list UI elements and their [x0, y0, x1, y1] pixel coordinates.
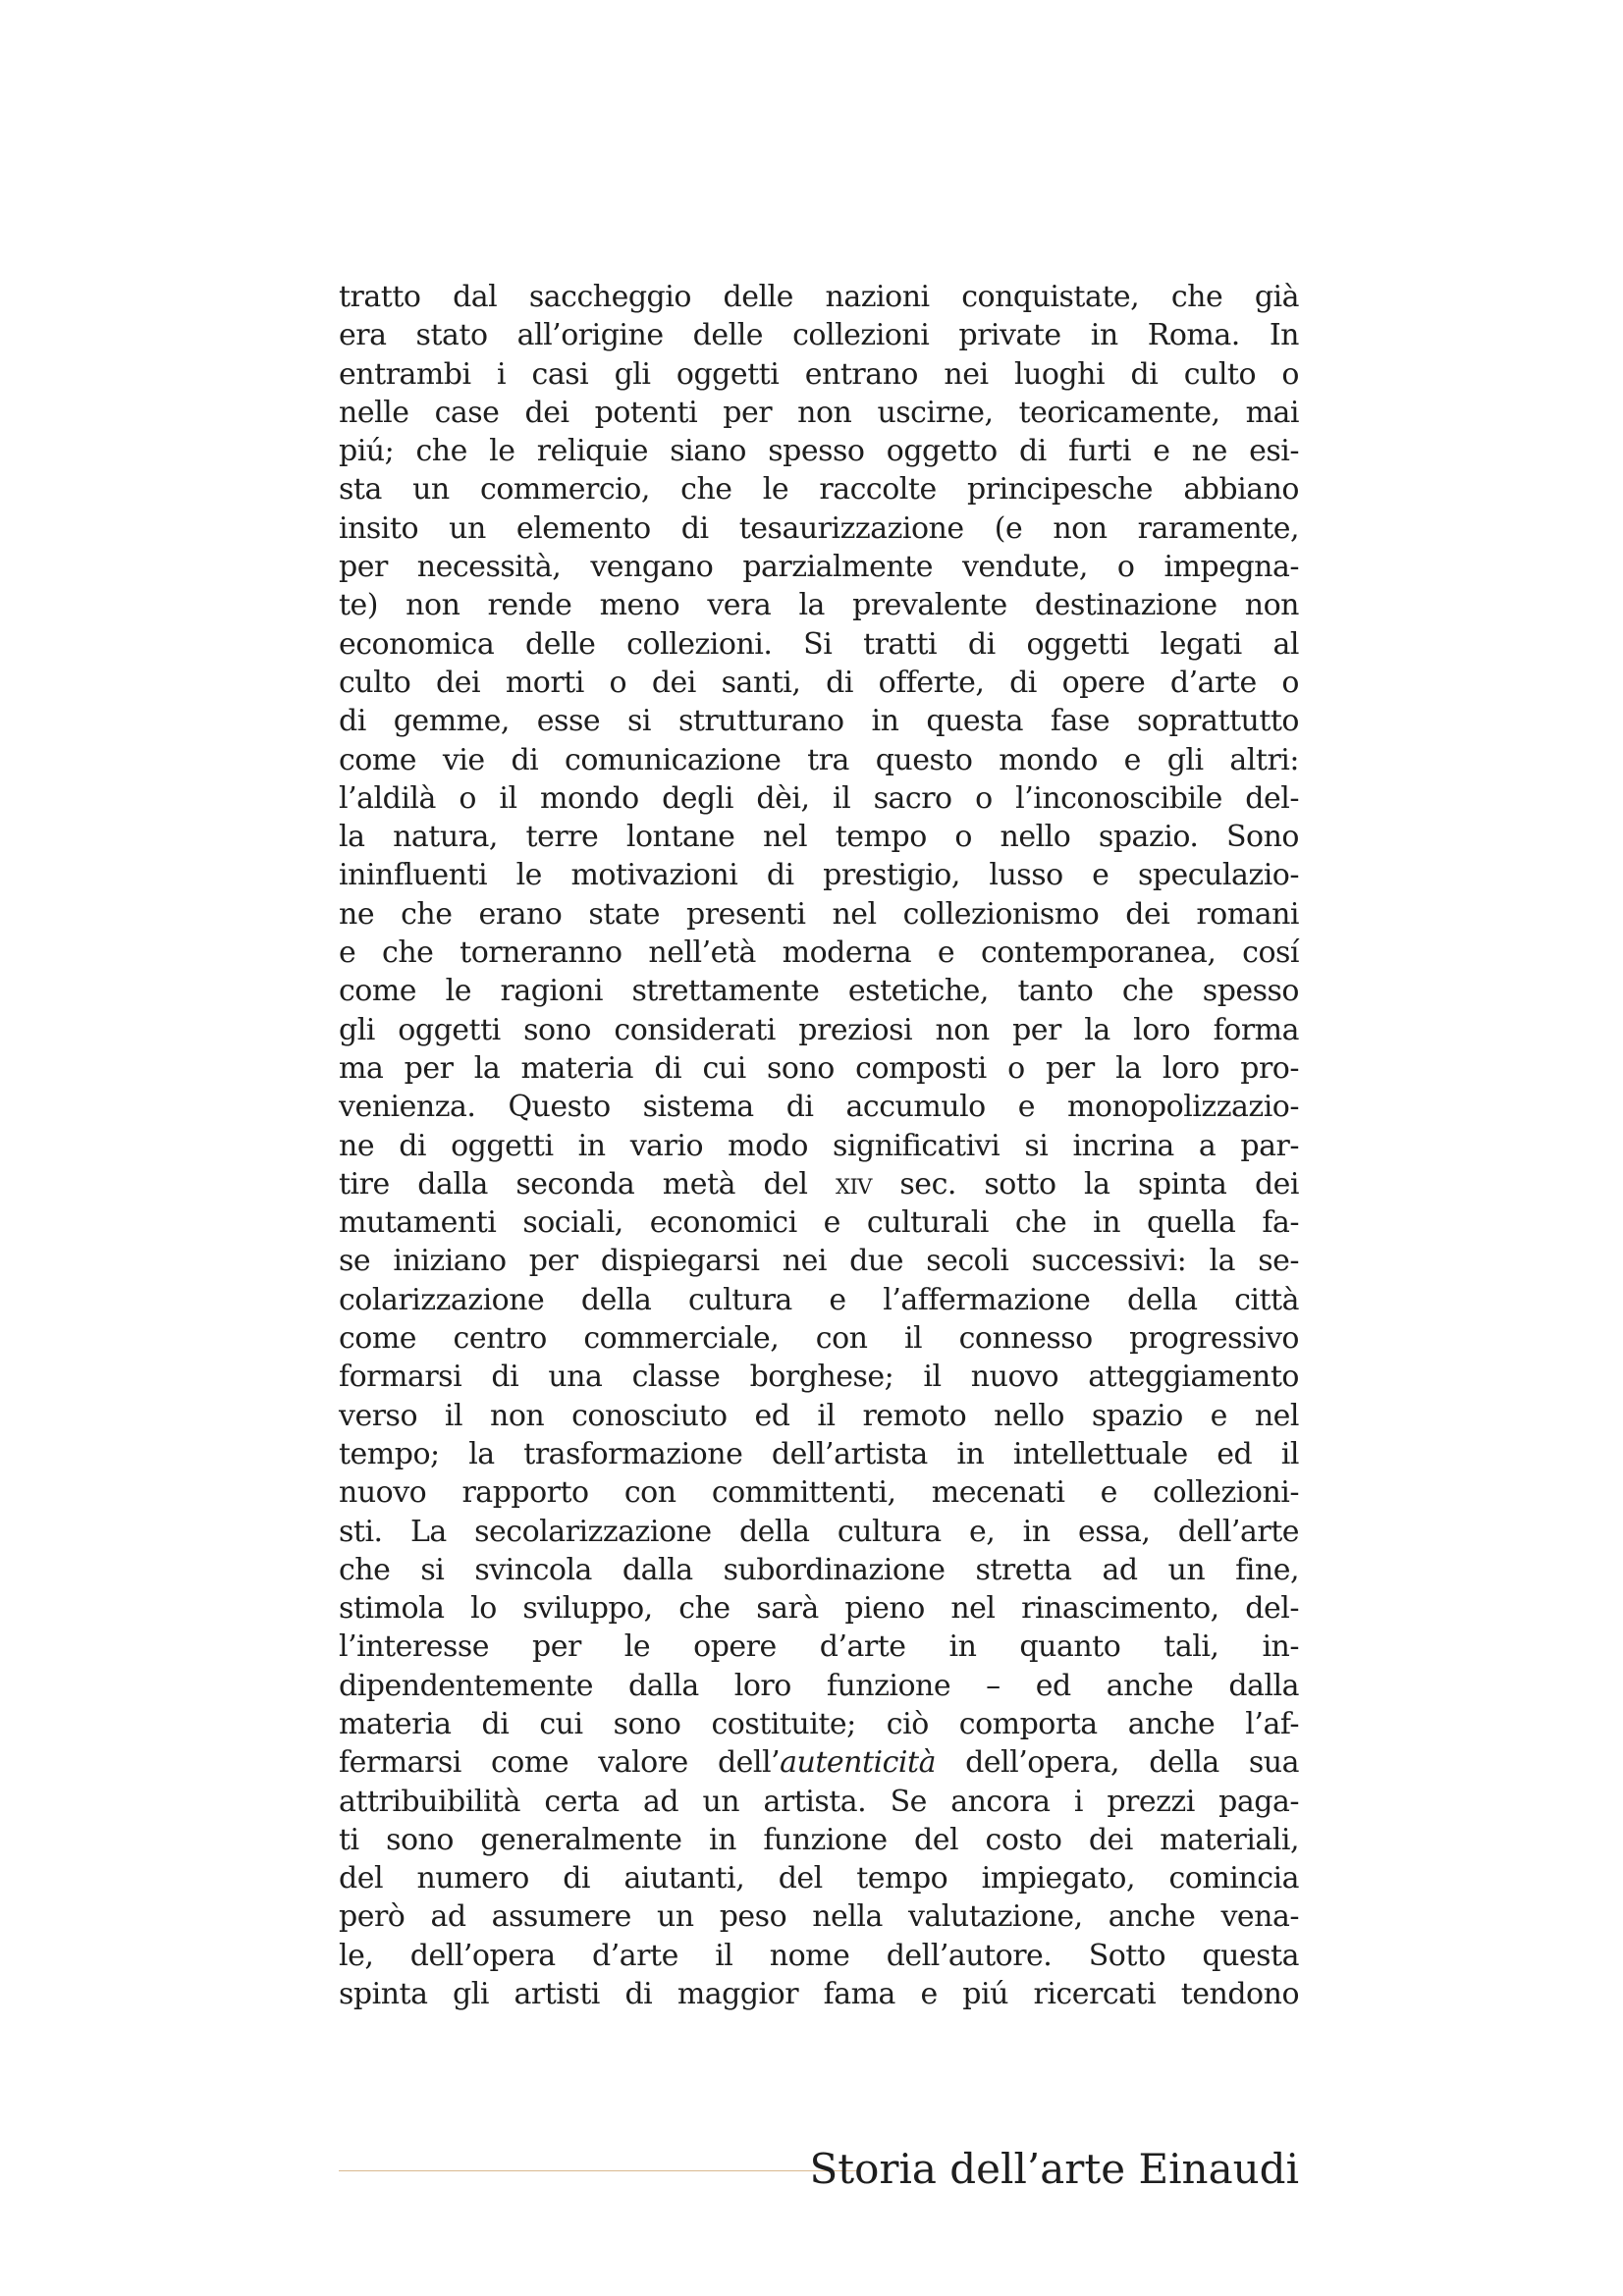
text-line-century — [339, 1165, 1299, 1203]
text-line: mutamenti sociali, economici e culturali che in quella fa- — [339, 1205, 1299, 1241]
text-line: la natura, terre lontane nel tempo o nello spazio. Sono — [339, 820, 1299, 855]
body-text — [339, 278, 1299, 2013]
text-line: nuovo rapporto con committenti, mecenati e collezioni- — [339, 1475, 1299, 1511]
text-line-italic — [339, 1743, 1299, 1782]
text-line: ne che erano state presenti nel collezionismo dei romani — [339, 896, 1299, 932]
text-line: entrambi i casi gli oggetti entrano nei luoghi di culto o — [339, 356, 1299, 392]
text-line: dipendentemente dalla loro funzione – ed anche dalla — [339, 1668, 1299, 1703]
text-line: te) non rende meno vera la prevalente destinazione non — [339, 588, 1299, 623]
text-line: che si svincola dalla subordinazione stretta ad un fine, — [339, 1552, 1299, 1587]
text-line: spinta gli artisti di maggior fama e piú ricercati tendono — [339, 1977, 1299, 2012]
text-line: venienza. Questo sistema di accumulo e monopolizzazio- — [339, 1090, 1299, 1125]
text-line: stimola lo sviluppo, che sarà pieno nel rinascimento, del- — [339, 1591, 1299, 1627]
text-line: per necessità, vengano parzialmente vendute, o impegna- — [339, 550, 1299, 585]
line-segment: tire dalla seconda metà del — [339, 1166, 836, 1201]
text-line: tratto dal saccheggio delle nazioni conquistate, che già — [339, 280, 1299, 314]
text-line: se iniziano per dispiegarsi nei due secoli successivi: la se- — [339, 1244, 1299, 1279]
text-line: del numero di aiutanti, del tempo impiegato, comincia — [339, 1861, 1299, 1896]
text-line: e che torneranno nell’età moderna e contemporanea, cosí — [339, 935, 1299, 971]
text-line: ma per la materia di cui sono composti o per la loro pro- — [339, 1050, 1299, 1086]
text-line: però ad assumere un peso nella valutazione, anche vena- — [339, 1899, 1299, 1935]
text-line: ininfluenti le motivazioni di prestigio, lusso e speculazio- — [339, 858, 1299, 893]
text-line: ti sono generalmente in funzione del costo dei materiali, — [339, 1822, 1299, 1857]
century-numeral: xiv — [836, 1166, 872, 1201]
text-line: attribuibilità certa ad un artista. Se ancora i prezzi paga- — [339, 1784, 1299, 1819]
text-line: culto dei morti o dei santi, di offerte, di opere d’arte o — [339, 665, 1299, 700]
text-line: come vie di comunicazione tra questo mondo e gli altri: — [339, 742, 1299, 777]
footer-title: Storia dell’arte Einaudi — [809, 2145, 1299, 2193]
text-line: materia di cui sono costituite; ciò comporta anche l’af- — [339, 1706, 1299, 1741]
text-line: ne di oggetti in vario modo significativi si incrina a par- — [339, 1128, 1299, 1163]
text-line: sti. La secolarizzazione della cultura e, in essa, dell’arte — [339, 1514, 1299, 1549]
line-segment: fermarsi come valore dell’ — [339, 1745, 781, 1781]
text-line: tempo; la trasformazione dell’artista in intellettuale ed il — [339, 1436, 1299, 1471]
text-line: sta un commercio, che le raccolte principesche abbiano — [339, 472, 1299, 507]
line-segment: sec. sotto la spinta dei — [871, 1166, 1299, 1201]
text-line: era stato all’origine delle collezioni private in Roma. In — [339, 318, 1299, 353]
text-line: verso il non conosciuto ed il remoto nello spazio e nel — [339, 1398, 1299, 1433]
line-segment: dell’opera, della sua — [935, 1745, 1299, 1781]
text-line: come le ragioni strettamente estetiche, tanto che spesso — [339, 974, 1299, 1009]
text-line: l’aldilà o il mondo degli dèi, il sacro o l’inconoscibile del- — [339, 780, 1299, 816]
text-line: economica delle collezioni. Si tratti di oggetti legati al — [339, 626, 1299, 662]
italic-term: autenticità — [780, 1745, 936, 1781]
text-line: colarizzazione della cultura e l’affermazione della città — [339, 1282, 1299, 1317]
text-line: piú; che le reliquie siano spesso oggetto di furti e ne esi- — [339, 434, 1299, 469]
text-line: insito un elemento di tesaurizzazione (e non raramente, — [339, 510, 1299, 546]
text-line: le, dell’opera d’arte il nome dell’autore. Sotto questa — [339, 1938, 1299, 1973]
text-line: l’interesse per le opere d’arte in quanto tali, in- — [339, 1629, 1299, 1665]
footer-rule — [339, 2170, 859, 2171]
text-line: di gemme, esse si strutturano in questa fase soprattutto — [339, 704, 1299, 739]
text-line: come centro commerciale, con il connesso progressivo — [339, 1321, 1299, 1357]
text-line: nelle case dei potenti per non uscirne, teoricamente, mai — [339, 395, 1299, 430]
text-line: gli oggetti sono considerati preziosi non per la loro forma — [339, 1012, 1299, 1047]
text-line: formarsi di una classe borghese; il nuovo atteggiamento — [339, 1360, 1299, 1395]
